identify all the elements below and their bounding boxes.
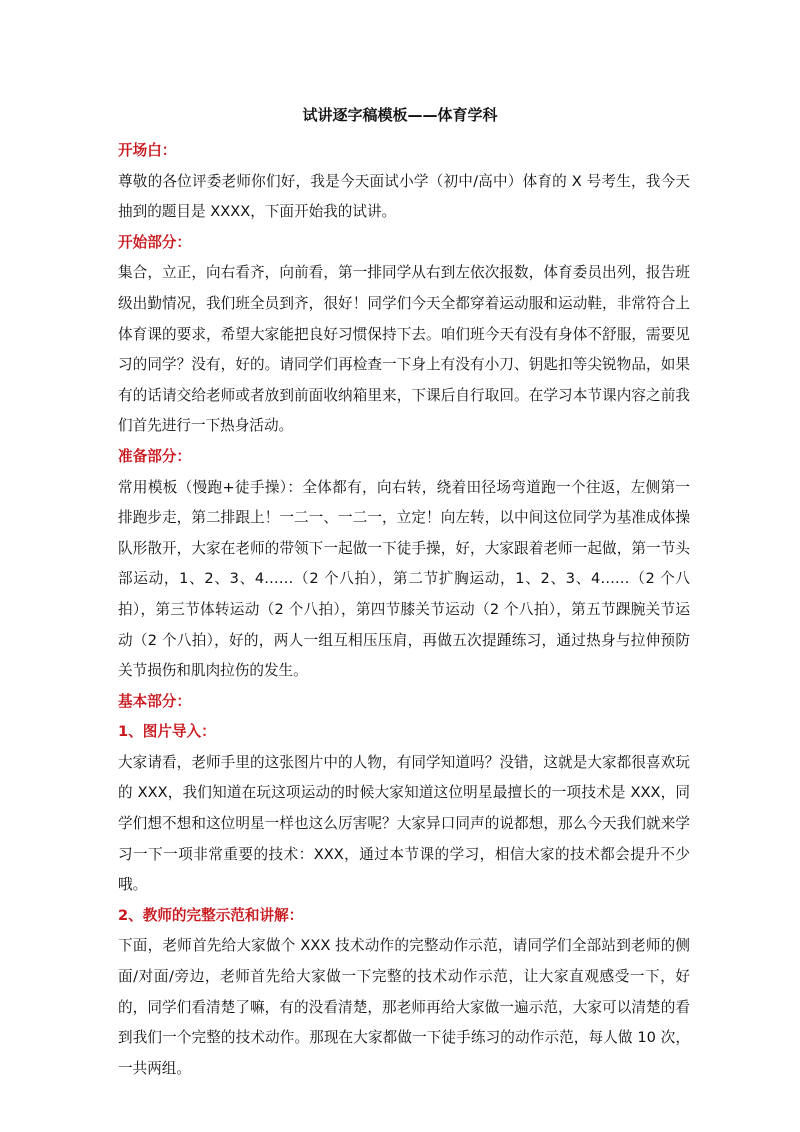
section-heading-basic: 基本部分： <box>118 692 191 710</box>
subsection-heading-picture-intro: 1、图片导入： <box>118 723 216 741</box>
subsection-heading-demonstration: 2、教师的完整示范和讲解： <box>118 906 304 924</box>
paragraph-demonstration: 下面，老师首先给大家做个 XXX 技术动作的完整动作示范，请同学们全部站到老师的侧面/对面/旁边，老师首先给大家做一下完整的技术动作示范，让大家直观感受一下，好的，同学们看清楚了嘛，有的没看清楚，那老师再给大家做一遍示范，大家可以清楚的看到我们一个完整的技术动作。那现在大家都做一下徒手练习的动作示范，每人做 10 次，一共两组。 <box>118 937 690 1077</box>
section-heading-prep: 准备部分： <box>118 447 191 465</box>
document-title: 试讲逐字稿模板——体育学科 <box>302 106 498 124</box>
paragraph-start: 集合，立正，向右看齐，向前看，第一排同学从右到左依次报数，体育委员出列，报告班级出勤情况，我们班全员到齐，很好！同学们今天全都穿着运动服和运动鞋，非常符合上体育课的要求，希望大家能把良好习惯保持下去。咱们班今天有没有身体不舒服，需要见习的同学？没有，好的。请同学们再检查一下身上有没有小刀、钥匙扣等尖锐物品，如果有的话请交给老师或者放到前面收纳箱里来，下课后自行取回。在学习本节课内容之前我们首先进行一下热身活动。 <box>118 264 690 435</box>
paragraph-prep: 常用模板（慢跑+徒手操）：全体都有，向右转，绕着田径场弯道跑一个往返，左侧第一排跑步走，第二排跟上！一二一、一二一，立定！向左转，以中间这位同学为基准成体操队形散开，大家在老师的带领下一起做一下徒手操，好，大家跟着老师一起做，第一节头部运动，1、2、3、4……（2 个八拍），第二节扩胸运动，1、2、3、4……（2 个八拍），第三节体转运动（2 个八拍），第四节膝关节运动（2 个八拍），第五节踝腕关节运动（2 个八拍），好的，两人一组互相压压肩，再做五次提踵练习，通过热身与拉伸预防关节损伤和肌肉拉伤的发生。 <box>118 478 690 680</box>
paragraph-picture-intro: 大家请看，老师手里的这张图片中的人物，有同学知道吗？没错，这就是大家都很喜欢玩的 XXX，我们知道在玩这项运动的时候大家知道这位明星最擅长的一项技术是 XXX，同学们想不想和这位明星一样也这么厉害呢？大家异口同声的说都想，那么今天我们就来学习一下一项非常重要的技术：XXX，通过本节课的学习，相信大家的技术都会提升不少哦。 <box>118 753 690 894</box>
section-heading-start: 开始部分： <box>118 233 191 251</box>
section-heading-opening: 开场白： <box>118 142 177 159</box>
document-body <box>118 136 690 1084</box>
paragraph-opening: 尊敬的各位评委老师你们好，我是今天面试小学（初中/高中）体育的 X 号考生，我今天抽到的题目是 XXXX，下面开始我的试讲。 <box>118 172 690 221</box>
